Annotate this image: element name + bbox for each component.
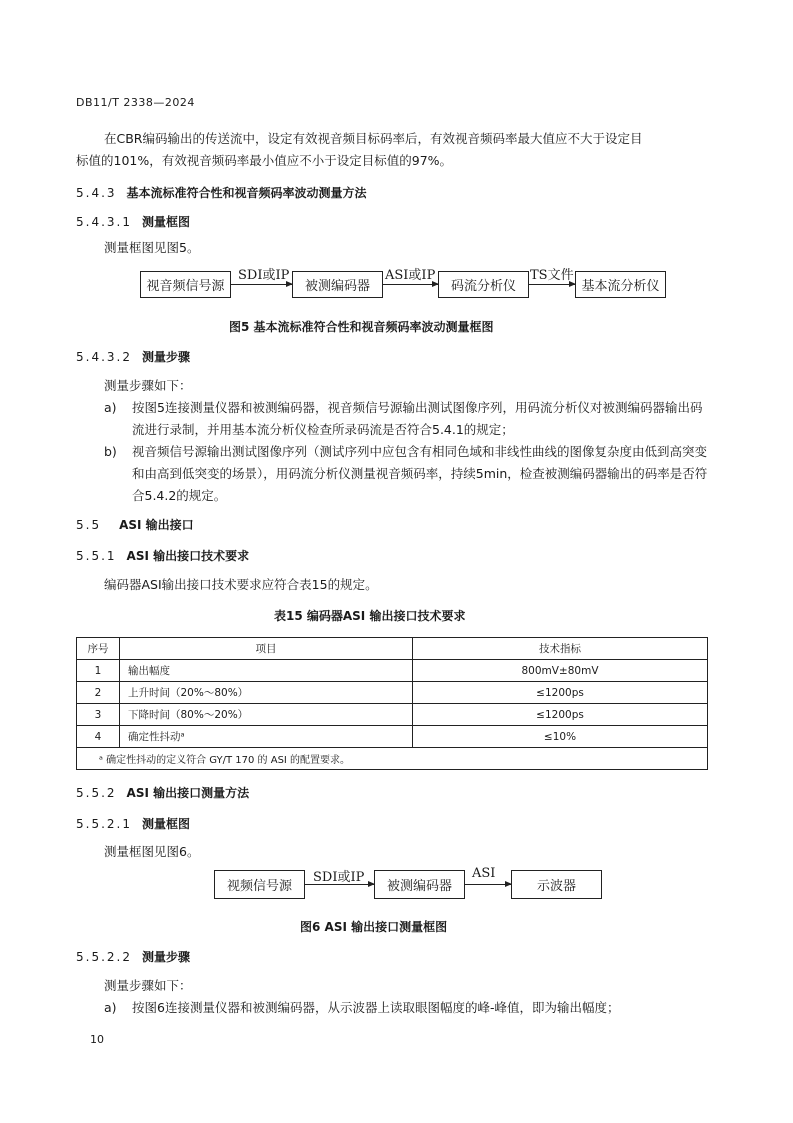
section-title: 测量步骤 [141,350,190,364]
figure5-caption: 图5 基本流标准符合性和视音频码率波动测量框图 [229,320,494,334]
section-5-5-2 [76,784,249,801]
cell-index: 2 [77,682,120,704]
document-header: DB11/T 2338—2024 [76,96,195,109]
cell-index: 3 [77,704,120,726]
table-footnote: ᵃ 确定性抖动的定义符合 GY/T 170 的 ASI 的配置要求。 [77,748,708,770]
figure6-reference: 测量框图见图6。 [104,844,200,859]
arrow [231,284,292,285]
figure5-reference: 测量框图见图5。 [104,240,200,255]
section-title: 测量框图 [141,215,190,229]
label-sdi-ip: SDI或IP [313,870,365,885]
section-number: 5.4.3.2 [76,350,132,364]
arrow [529,284,575,285]
step-b-text: 视音频信号源输出测试图像序列（测试序列中应包含有相同色域和非线性曲线的图像复杂度由低到高突变和由高到低突变的场景），用码流分析仪测量视音频码率，持续5min，检查被测编码器输出的码率是否符合5.4.2的规定。 [132,444,708,503]
steps2-intro: 测量步骤如下： [104,978,192,993]
section-number: 5.5.2.1 [76,817,132,831]
cell-spec: ≤10% [413,726,708,748]
section-title: 测量步骤 [141,950,190,964]
section-title: 基本流标准符合性和视音频码率波动测量方法 [126,186,367,200]
cell-index: 4 [77,726,120,748]
section-5-5 [76,516,194,533]
section-number: 5.4.3.1 [76,215,132,229]
cell-spec: ≤1200ps [413,704,708,726]
label-asi-ip: ASI或IP [385,268,436,283]
label-ts-file: TS文件 [530,268,574,283]
section-title: ASI 输出接口 [119,518,194,532]
cell-item: 确定性抖动ᵃ [120,726,413,748]
header-spec: 技术指标 [413,638,708,660]
section-5-5-1 [76,547,249,564]
box-encoder-under-test: 被测编码器 [374,870,465,899]
section-number: 5.5.2.2 [76,950,132,964]
section-number: 5.5.1 [76,549,117,563]
section-title: ASI 输出接口测量方法 [126,786,250,800]
table-row [77,704,708,726]
section-title: 测量框图 [141,817,190,831]
table-row [77,660,708,682]
box-encoder-under-test: 被测编码器 [292,271,383,298]
cell-index: 1 [77,660,120,682]
section-5-4-3-2 [76,348,190,365]
page-number: 10 [90,1033,104,1046]
list-mark-b: b) [104,444,117,459]
table15-caption: 表15 编码器ASI 输出接口技术要求 [274,609,466,623]
box-av-signal-source: 视音频信号源 [140,271,231,298]
table-row [77,726,708,748]
section-5-4-3-1 [76,213,190,230]
box-oscilloscope: 示波器 [511,870,602,899]
box-stream-analyzer: 码流分析仪 [438,271,529,298]
label-asi: ASI [472,866,496,881]
section-5-5-2-1 [76,815,190,832]
table-reference: 编码器ASI输出接口技术要求应符合表15的规定。 [104,577,378,592]
table-row [77,682,708,704]
cell-spec: 800mV±80mV [413,660,708,682]
step2-a-text: 按图6连接测量仪器和被测编码器，从示波器上读取眼图幅度的峰-峰值，即为输出幅度； [132,1000,620,1015]
step-a-text: 按图5连接测量仪器和被测编码器，视音频信号源输出测试图像序列，用码流分析仪对被测编码器输出码流进行录制，并用基本流分析仪检查所录码流是否符合5.4.1的规定； [132,400,703,437]
section-title: ASI 输出接口技术要求 [126,549,250,563]
intro-line-1: 在CBR编码输出的传送流中，设定有效视音频目标码率后，有效视音频码率最大值应不大于设定目 [104,131,643,146]
table-footnote-row [77,748,708,770]
steps-intro: 测量步骤如下： [104,378,192,393]
arrow [383,284,438,285]
section-number: 5.5.2 [76,786,117,800]
table-header-row [77,638,708,660]
box-elementary-stream-analyzer: 基本流分析仪 [575,271,666,298]
cell-item: 下降时间（80%～20%） [120,704,413,726]
cell-item: 上升时间（20%～80%） [120,682,413,704]
header-item: 项目 [120,638,413,660]
box-video-signal-source: 视频信号源 [214,870,305,899]
intro-line-2: 标值的101%，有效视音频码率最小值应不小于设定目标值的97%。 [76,153,453,168]
section-5-4-3 [76,184,367,201]
cell-spec: ≤1200ps [413,682,708,704]
label-sdi-ip: SDI或IP [238,268,290,283]
header-index: 序号 [77,638,120,660]
list-mark-a: a) [104,400,117,415]
section-number: 5.4.3 [76,186,117,200]
table15 [76,637,708,770]
figure6-caption: 图6 ASI 输出接口测量框图 [300,920,448,934]
list-mark-a: a) [104,1000,117,1015]
section-5-5-2-2 [76,948,190,965]
arrow [465,884,511,885]
section-number: 5.5 [76,518,102,532]
cell-item: 输出幅度 [120,660,413,682]
